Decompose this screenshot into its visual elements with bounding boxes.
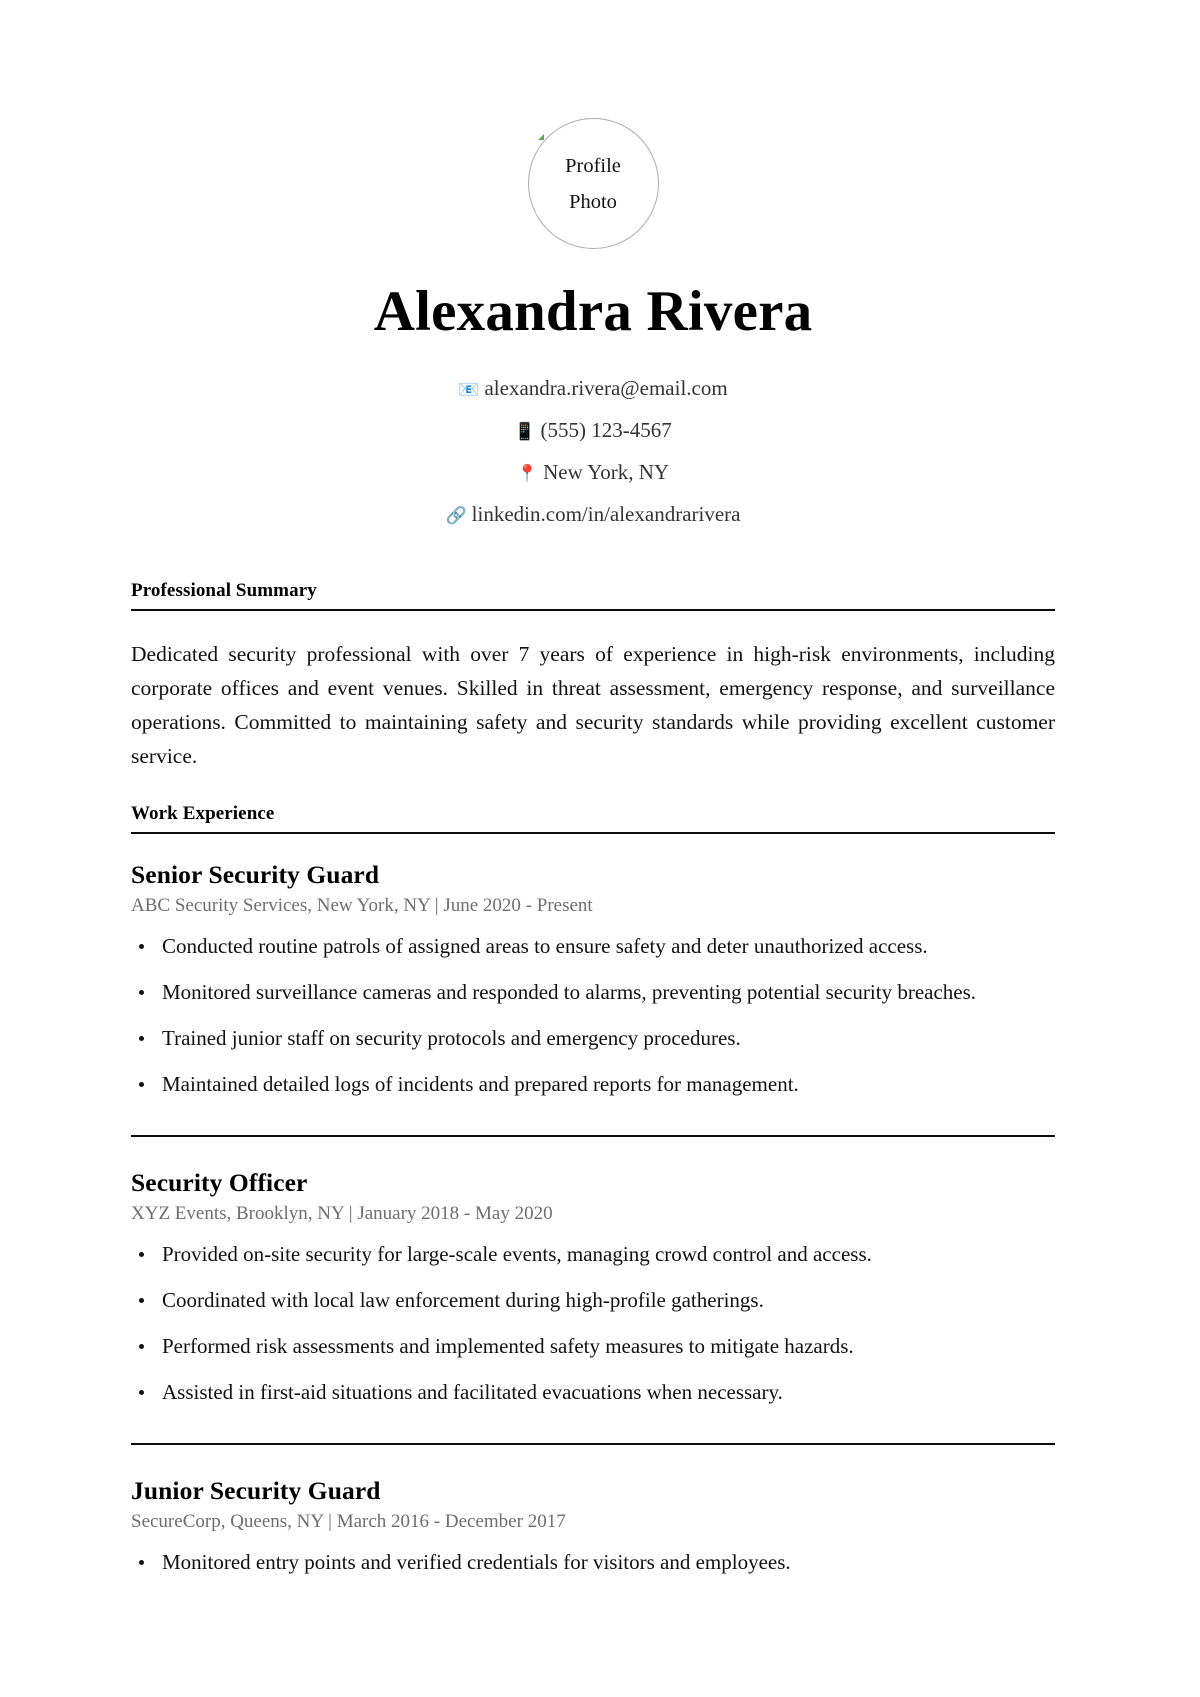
profile-photo-label-line2: Photo <box>569 190 617 213</box>
job-title: Security Officer <box>131 1167 308 1197</box>
phone-icon: 📱 <box>514 421 536 442</box>
contact-linkedin[interactable] <box>131 494 1055 536</box>
section-professional-summary <box>131 580 1055 773</box>
summary-spacer <box>131 773 1055 803</box>
job-bullet: Assisted in first-aid situations and facilitated evacuations when necessary. <box>131 1379 1055 1406</box>
email-icon: 📧 <box>458 379 480 400</box>
summary-paragraph: Dedicated security professional with over 7 years of experience in high-risk environments, including corporate offices and event venues. Skilled in threat assessment, emergency response, and surveillance operations. Committed to maintaining safety and security standards while providing excellent customer service. <box>131 641 1055 768</box>
section-work-experience <box>131 803 1055 1576</box>
contact-email[interactable] <box>131 368 1055 410</box>
job-bullet-list <box>131 1241 1055 1406</box>
job-bullet-list <box>131 933 1055 1098</box>
job-entry <box>131 1476 1055 1576</box>
contact-linkedin-text: linkedin.com/in/alexandrarivera <box>471 501 741 526</box>
job-divider <box>131 1443 1055 1445</box>
location-pin-icon: 📍 <box>516 463 539 484</box>
section-title-experience: Work Experience <box>131 802 275 824</box>
job-entry <box>131 1168 1055 1406</box>
green-triangle-artifact-icon <box>538 134 544 140</box>
job-bullet: Trained junior staff on security protocols and emergency procedures. <box>131 1025 1055 1052</box>
job-bullet-list <box>131 1549 1055 1576</box>
job-meta: XYZ Events, Brooklyn, NY | January 2018 - May 2020 <box>131 1202 553 1224</box>
section-title-summary: Professional Summary <box>131 579 317 601</box>
profile-photo-wrapper <box>131 118 1055 249</box>
job-bullet: Conducted routine patrols of assigned areas to ensure safety and deter unauthorized access. <box>131 933 1055 960</box>
contact-email-text: alexandra.rivera@email.com <box>484 375 728 400</box>
job-bullet: Provided on-site security for large-scale events, managing crowd control and access. <box>131 1241 1055 1268</box>
job-title: Junior Security Guard <box>131 1475 381 1505</box>
job-divider <box>131 1135 1055 1137</box>
resume-header <box>131 118 1055 536</box>
section-rule-summary <box>131 609 1055 611</box>
job-bullet: Performed risk assessments and implemented safety measures to mitigate hazards. <box>131 1333 1055 1360</box>
job-bullet: Monitored entry points and verified credentials for visitors and employees. <box>131 1549 1055 1576</box>
contact-location <box>131 452 1055 494</box>
profile-photo-placeholder[interactable] <box>528 118 659 249</box>
candidate-name: Alexandra Rivera <box>373 280 813 343</box>
contact-phone[interactable] <box>131 410 1055 452</box>
job-title: Senior Security Guard <box>131 859 380 889</box>
job-meta: ABC Security Services, New York, NY | June 2020 - Present <box>131 894 593 916</box>
section-rule-experience <box>131 832 1055 834</box>
job-bullet: Maintained detailed logs of incidents and prepared reports for management. <box>131 1071 1055 1098</box>
job-meta: SecureCorp, Queens, NY | March 2016 - December 2017 <box>131 1510 566 1532</box>
profile-photo-label-line1: Profile <box>565 154 621 177</box>
job-bullet: Coordinated with local law enforcement during high-profile gatherings. <box>131 1287 1055 1314</box>
contact-phone-text: (555) 123-4567 <box>540 417 672 442</box>
link-icon: 🔗 <box>445 505 467 526</box>
job-entry <box>131 860 1055 1098</box>
contact-location-text: New York, NY <box>543 459 670 484</box>
header-spacer <box>131 536 1055 580</box>
job-bullet: Monitored surveillance cameras and responded to alarms, preventing potential security breaches. <box>131 979 1055 1006</box>
